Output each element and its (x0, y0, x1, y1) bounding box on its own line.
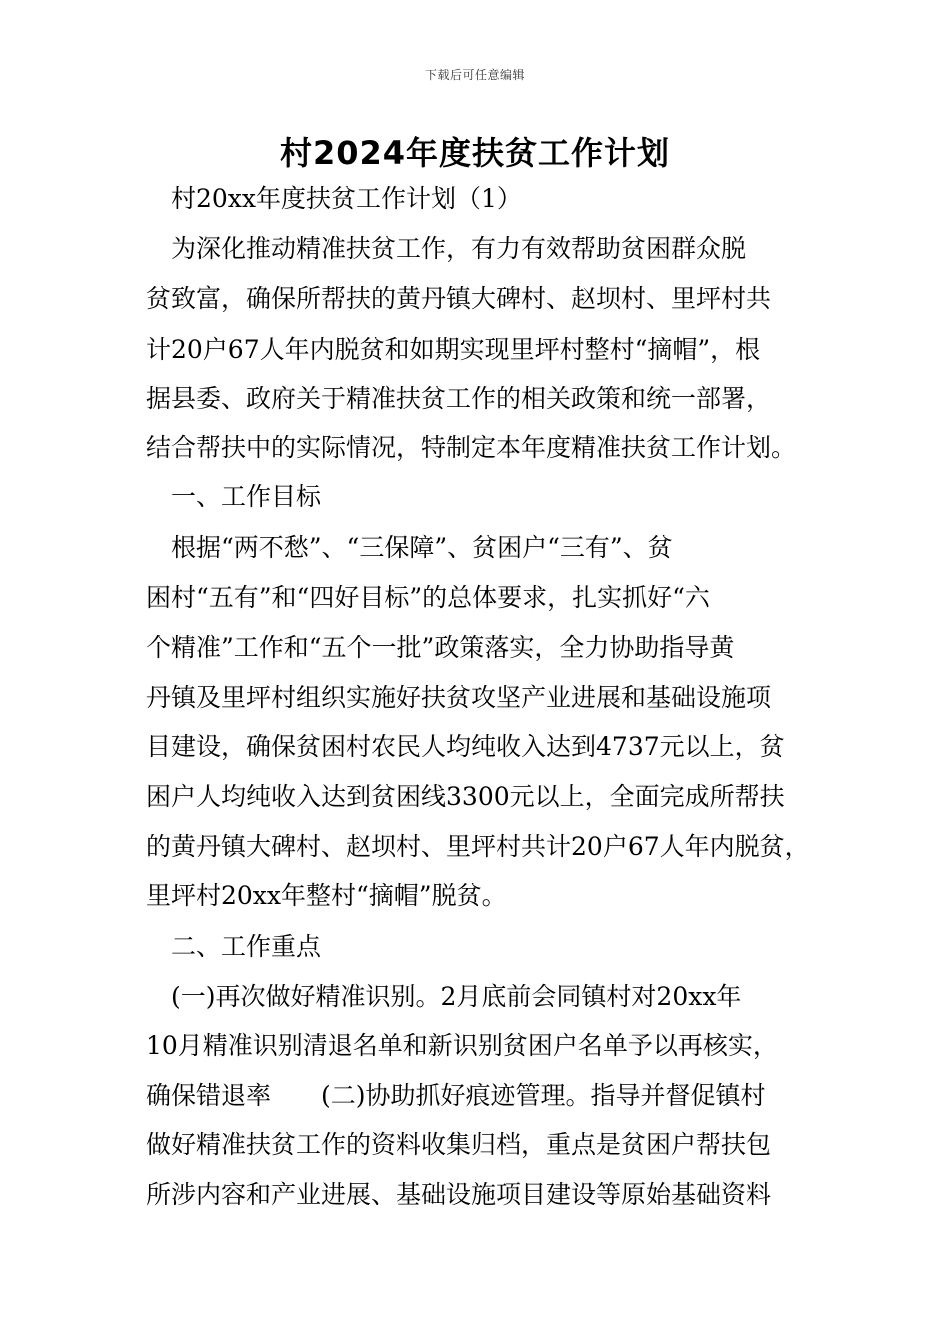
subtitle-line: 村20xx年度扶贫工作计划（1） (146, 184, 522, 213)
document-title: 村2024年度扶贫工作计划 (279, 134, 671, 172)
paragraph-line: 个精准”工作和“五个一批”政策落实，全力协助指导黄 (146, 633, 735, 662)
paragraph-line: 里坪村20xx年整村“摘帽”脱贫。 (146, 881, 507, 910)
paragraph-line: (一)再次做好精准识别。2月底前会同镇村对20xx年 (146, 982, 742, 1011)
paragraph-line: 困村“五有”和“四好目标”的总体要求，扎实抓好“六 (146, 583, 710, 612)
header-note: 下载后可任意编辑 (424, 68, 525, 82)
paragraph-line: 目建设，确保贫困村农民人均纯收入达到4737元以上，贫 (146, 732, 785, 761)
paragraph-line: 所涉内容和产业进展、基础设施项目建设等原始基础资料 (146, 1180, 772, 1209)
paragraph-line: 确保错退率 (二)协助抓好痕迹管理。指导并督促镇村 (146, 1081, 766, 1110)
paragraph-line: 计20户67人年内脱贫和如期实现里坪村整村“摘帽”，根 (146, 335, 761, 364)
section-heading: 一、工作目标 (146, 482, 322, 511)
paragraph-line: 做好精准扶贫工作的资料收集归档，重点是贫困户帮扶包 (146, 1130, 772, 1159)
paragraph-line: 10月精准识别清退名单和新识别贫困户名单予以再核实， (146, 1031, 778, 1060)
section-heading: 二、工作重点 (146, 932, 322, 961)
paragraph-line: 困户人均纯收入达到贫困线3300元以上，全面完成所帮扶 (146, 782, 785, 811)
paragraph-line: 为深化推动精准扶贫工作，有力有效帮助贫困群众脱 (146, 234, 747, 263)
paragraph-line: 丹镇及里坪村组织实施好扶贫攻坚产业进展和基础设施项 (146, 683, 772, 712)
paragraph-line: 的黄丹镇大碑村、赵坝村、里坪村共计20户67人年内脱贫， (146, 832, 810, 861)
paragraph-line: 根据“两不愁”、“三保障”、贫困户“三有”、贫 (146, 533, 673, 562)
paragraph-line: 结合帮扶中的实际情况，特制定本年度精准扶贫工作计划。 (146, 433, 797, 462)
paragraph-line: 据县委、政府关于精准扶贫工作的相关政策和统一部署， (146, 384, 772, 413)
paragraph-line: 贫致富，确保所帮扶的黄丹镇大碑村、赵坝村、里坪村共 (146, 284, 772, 313)
